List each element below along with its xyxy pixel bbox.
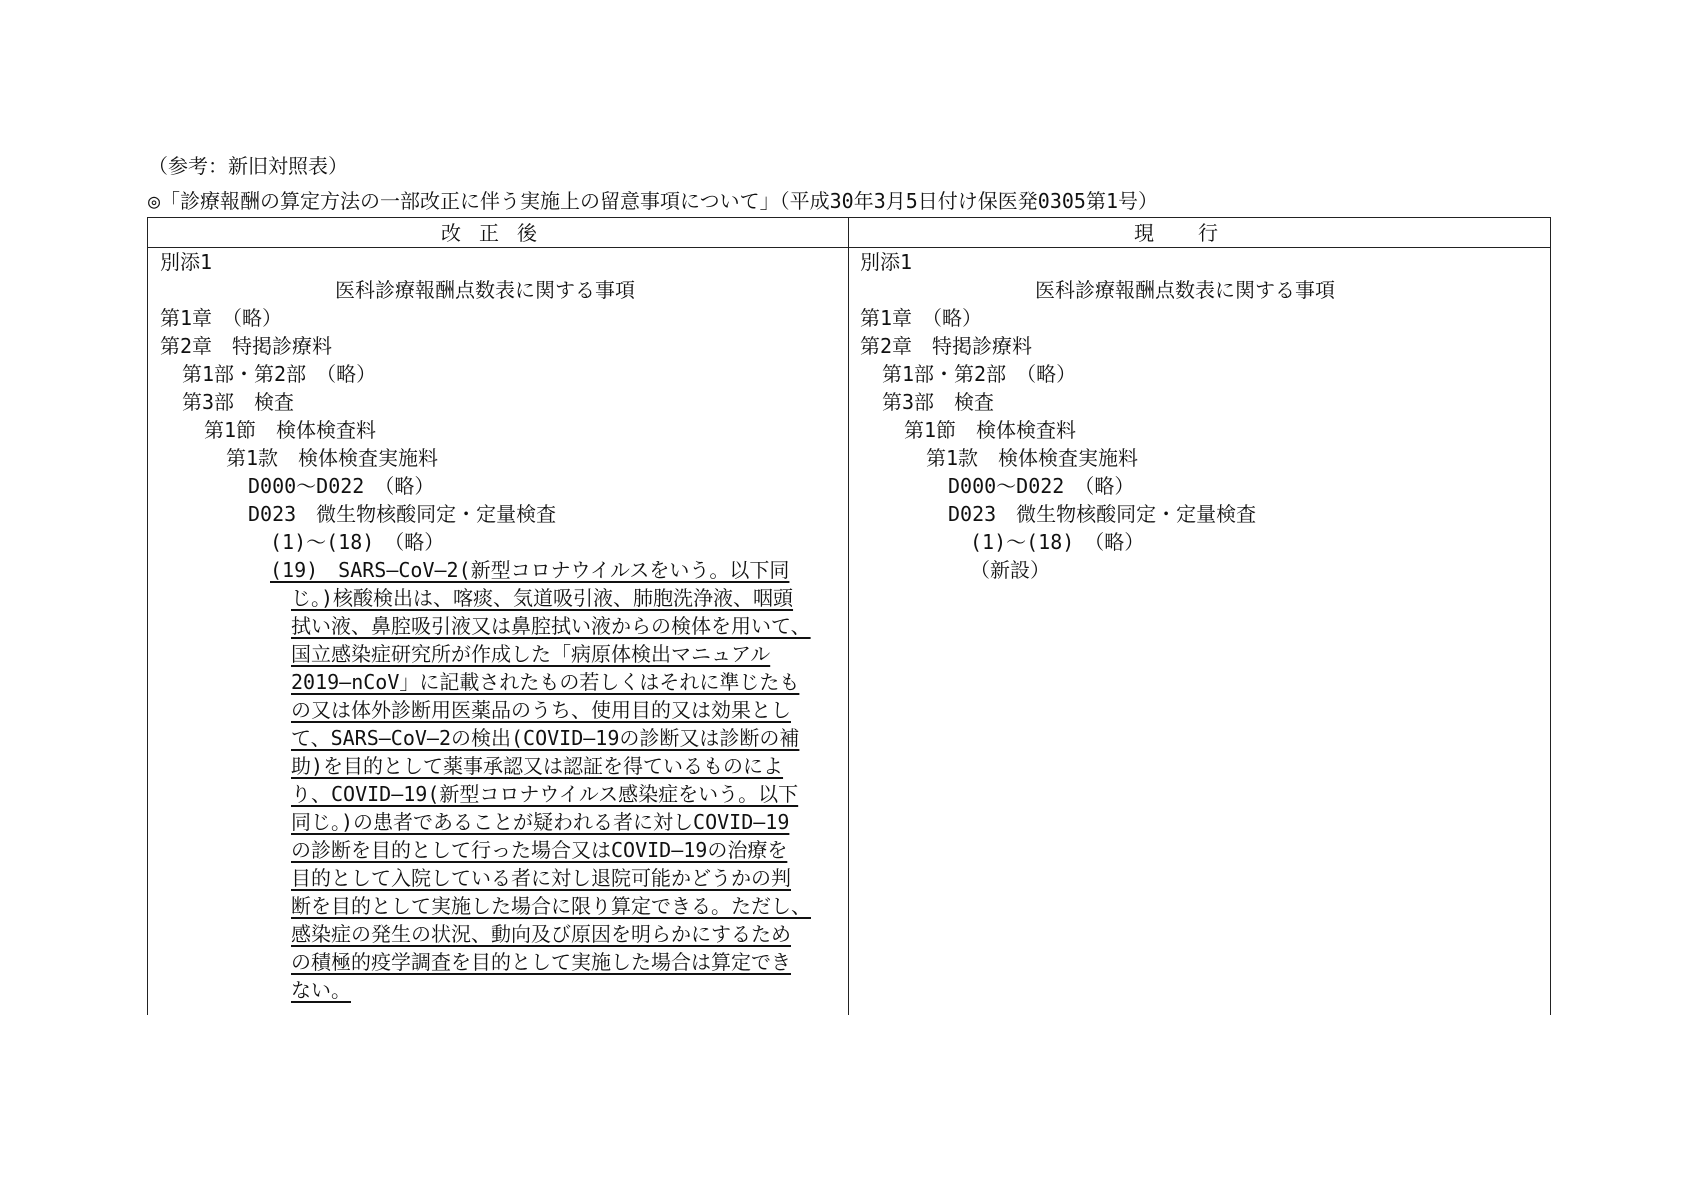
attachment-label: 別添1	[860, 250, 913, 274]
item-1: 第1款 検体検査実施料	[926, 446, 1139, 470]
attachment-label: 別添1	[160, 250, 213, 274]
chapter-2: 第2章 特掲診療料	[860, 334, 1033, 358]
paragraph-19-line: 感染症の発生の状況、動向及び原因を明らかにするため	[291, 922, 791, 946]
column-divider	[848, 218, 849, 1015]
part-1-2: 第1部・第2部 （略）	[882, 362, 1077, 386]
paragraph-19-line: の診断を目的として行った場合又はCOVID―19の治療を	[291, 838, 788, 862]
paragraphs-1-18: (1)～(18) （略）	[970, 530, 1145, 554]
paragraph-19-line: じ。)核酸検出は、喀痰、気道吸引液、肺胞洗浄液、咽頭	[291, 586, 794, 610]
part-3: 第3部 検査	[882, 390, 995, 414]
paragraph-19-line: の積極的疫学調査を目的として実施した場合は算定でき	[291, 950, 791, 974]
d023: D023 微生物核酸同定・定量検査	[948, 502, 1257, 526]
header-revised: 改正後	[441, 221, 555, 245]
document-title: ◎「診療報酬の算定方法の一部改正に伴う実施上の留意事項について」（平成30年3月5日付け保医発0305第1号）	[148, 189, 1159, 213]
paragraph-19-line: て、SARS―CoV―2の検出(COVID―19の診断又は診断の補	[291, 726, 800, 750]
item-1: 第1款 検体検査実施料	[226, 446, 439, 470]
section-title: 医科診療報酬点数表に関する事項	[1035, 278, 1335, 302]
paragraph-19-line: 拭い液、鼻腔吸引液又は鼻腔拭い液からの検体を用いて、	[291, 614, 811, 638]
d000-d022: D000～D022 （略）	[248, 474, 435, 498]
header-current: 現行	[1134, 221, 1262, 245]
paragraph-19-line: り、COVID―19(新型コロナウイルス感染症をいう。以下	[291, 782, 799, 806]
chapter-2: 第2章 特掲診療料	[160, 334, 333, 358]
comparison-table	[147, 217, 1551, 1015]
paragraph-19-line: 助)を目的として薬事承認又は認証を得ているものによ	[291, 754, 784, 778]
paragraph-19-line: 同じ。)の患者であることが疑われる者に対しCOVID―19	[291, 810, 790, 834]
d023: D023 微生物核酸同定・定量検査	[248, 502, 557, 526]
paragraph-19-line: 目的として入院している者に対し退院可能かどうかの判	[291, 866, 791, 890]
paragraph-19-line: 断を目的として実施した場合に限り算定できる。ただし、	[291, 894, 811, 918]
reference-label: （参考：新旧対照表）	[148, 154, 348, 178]
section-1: 第1節 検体検査料	[904, 418, 1077, 442]
part-3: 第3部 検査	[182, 390, 295, 414]
paragraph-19-line: 国立感染症研究所が作成した「病原体検出マニュアル	[291, 642, 771, 666]
d000-d022: D000～D022 （略）	[948, 474, 1135, 498]
paragraph-19-line: 2019―nCoV」に記載されたもの若しくはそれに準じたも	[291, 670, 800, 694]
table-header-row	[148, 218, 1550, 248]
section-title: 医科診療報酬点数表に関する事項	[335, 278, 635, 302]
paragraph-19-line: の又は体外診断用医薬品のうち、使用目的又は効果とし	[291, 698, 791, 722]
chapter-1: 第1章 （略）	[160, 306, 283, 330]
paragraphs-1-18: (1)～(18) （略）	[270, 530, 445, 554]
new-establishment: （新設）	[970, 558, 1050, 582]
paragraph-19-line: (19) SARS―CoV―2(新型コロナウイルスをいう。以下同	[270, 558, 790, 582]
chapter-1: 第1章 （略）	[860, 306, 983, 330]
paragraph-19-line: ない。	[291, 978, 351, 1002]
part-1-2: 第1部・第2部 （略）	[182, 362, 377, 386]
section-1: 第1節 検体検査料	[204, 418, 377, 442]
